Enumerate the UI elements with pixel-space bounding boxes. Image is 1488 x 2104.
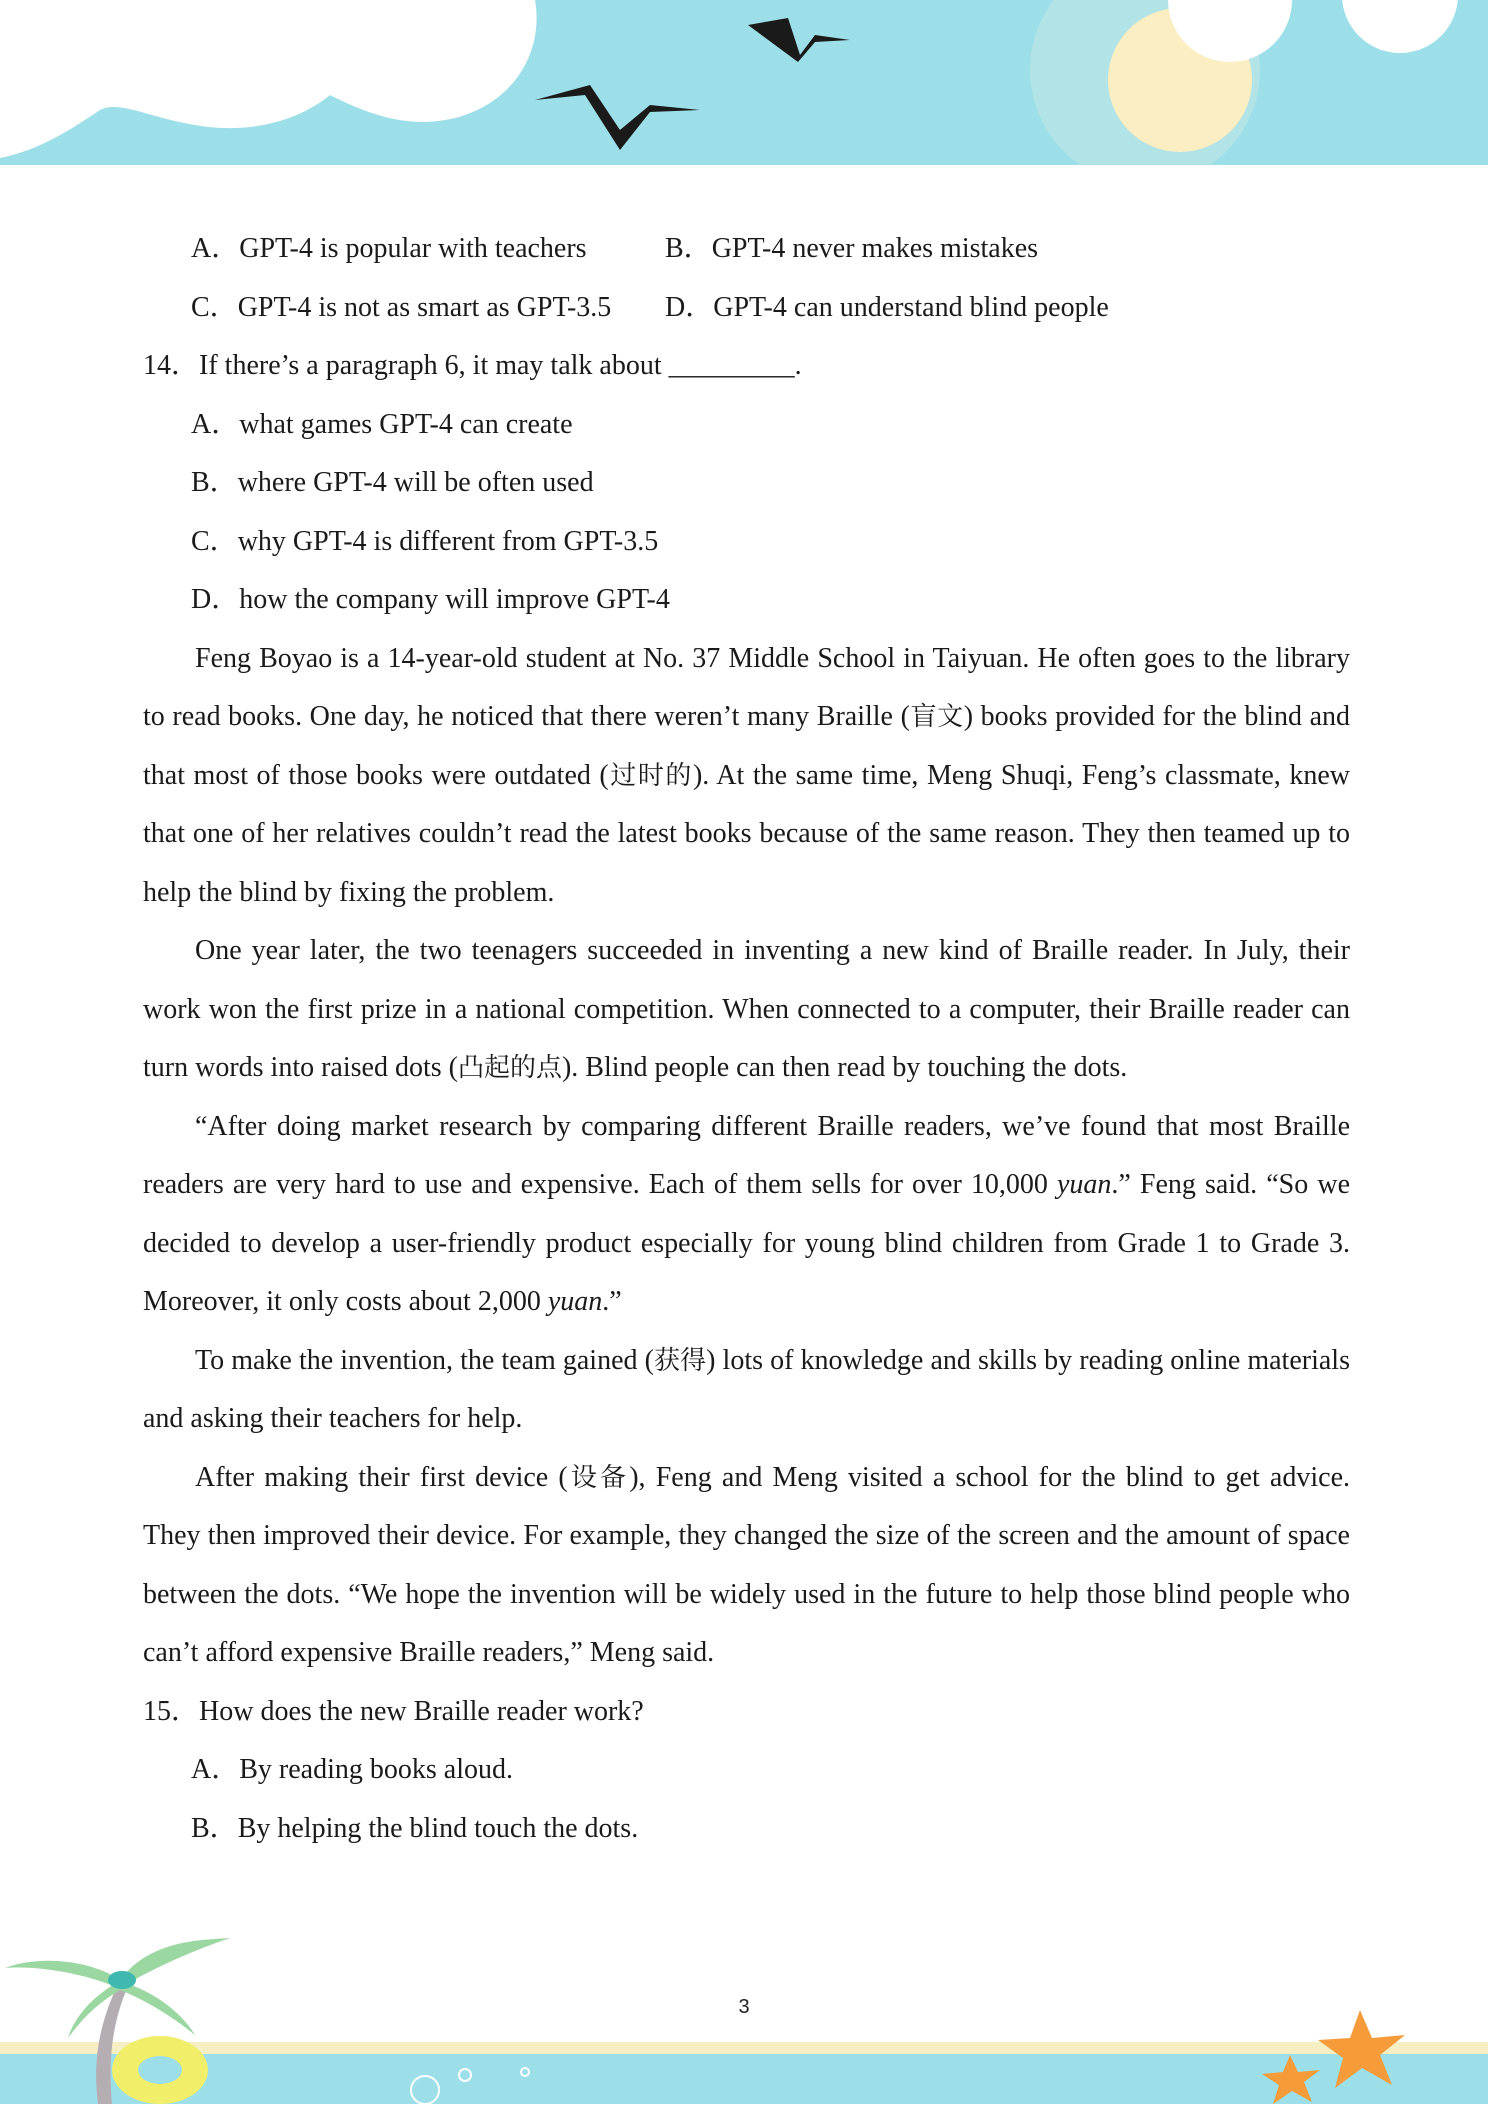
q14-option-d: D．how the company will improve GPT-4 <box>191 584 670 615</box>
passage-paragraph-5: After making their first device (设备), Feng and Meng visited a school for the blind to get advice. They then improved their device. For example, they changed the size of the screen and the amount of space between the dots. “We hope the invention will be widely used in the future to help those blind people who can’t afford expensive Braille readers,” Meng said. <box>143 1461 1350 1668</box>
passage-paragraph-4: To make the invention, the team gained (获得) lots of knowledge and skills by reading online materials and asking their teachers for help. <box>143 1344 1350 1434</box>
footer-beach-banner <box>0 1920 1488 2104</box>
palm-leaf-icon-3 <box>120 1982 195 2035</box>
q13-option-a: A．GPT-4 is popular with teachers <box>191 233 587 264</box>
q13-option-d: D．GPT-4 can understand blind people <box>665 291 1109 323</box>
coconut-icon <box>108 1971 136 1989</box>
q14-option-a: A．what games GPT-4 can create <box>191 408 573 440</box>
q13-options-row-1 <box>143 220 1350 279</box>
q14-option-b: B．where GPT-4 will be often used <box>191 467 594 498</box>
passage-paragraph-2: One year later, the two teenagers succeeded in inventing a new kind of Braille reader. In July, their work won the first prize in a national competition. When connected to a computer, their Braille reader can turn words into raised dots (凸起的点). Blind people can then read by touching the dots. <box>143 935 1350 1083</box>
q14-stem: 14．If there’s a paragraph 6, it may talk about _________. <box>143 350 802 381</box>
q15-option-b: B．By helping the blind touch the dots. <box>191 1812 639 1844</box>
q13-option-c: C．GPT-4 is not as smart as GPT-3.5 <box>191 291 612 323</box>
q15-option-a: A．By reading books aloud. <box>191 1754 513 1785</box>
page-content <box>143 220 1350 1858</box>
passage-paragraph-1: Feng Boyao is a 14-year-old student at No. 37 Middle School in Taiyuan. He often goes to the library to read books. One day, he noticed that there weren’t many Braille (盲文) books provided for the blind and that most of those books were outdated (过时的). At the same time, Meng Shuqi, Feng’s classmate, knew that one of her relatives couldn’t read the latest books because of the same reason. They then teamed up to help the blind by fixing the problem. <box>143 642 1351 908</box>
q13-options-row-2 <box>143 279 1350 338</box>
passage-paragraph-3: “After doing market research by comparing different Braille readers, we’ve found that most Braille readers are very hard to use and expensive. Each of them sells for over 10,000 yuan.” Feng said. “So we decided to develop a user-friendly product especially for young blind children from Grade 1 to Grade 3. Moreover, it only costs about 2,000 yuan.” <box>143 1110 1350 1317</box>
sand-strip <box>0 2042 1488 2054</box>
palm-leaf-icon-2 <box>5 1961 120 1988</box>
header-sky-banner <box>0 0 1488 170</box>
palm-leaf-icon <box>120 1938 230 1985</box>
q13-option-b: B．GPT-4 never makes mistakes <box>665 233 1039 264</box>
sea-strip <box>0 2054 1488 2104</box>
q14-option-c: C．why GPT-4 is different from GPT-3.5 <box>191 525 659 557</box>
q15-stem: 15．How does the new Braille reader work? <box>143 1695 644 1727</box>
page-number: 3 <box>738 1996 750 2018</box>
